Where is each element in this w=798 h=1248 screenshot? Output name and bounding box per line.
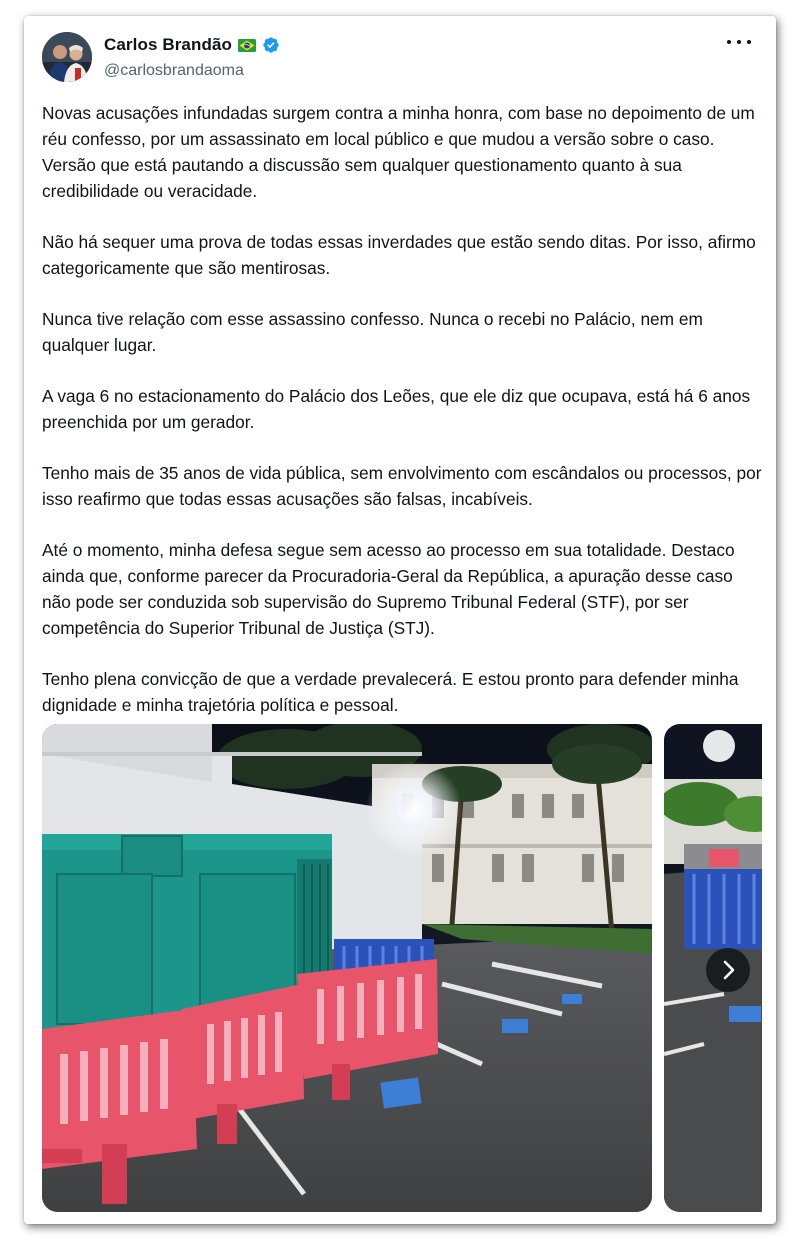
tweet-text xyxy=(42,100,762,743)
brazil-flag-icon xyxy=(238,39,256,52)
avatar-image xyxy=(42,32,92,82)
tweet-paragraph: Tenho mais de 35 anos de vida pública, sem envolvimento com escândalos ou processos, por isso reafirmo que todas essas acusações são falsas, incabíveis. xyxy=(42,463,762,509)
tweet-paragraph: Tenho plena convicção de que a verdade prevalecerá. E estou pronto para defender minha dignidade e minha trajetória política e pessoal. xyxy=(42,669,739,715)
tweet-paragraph: A vaga 6 no estacionamento do Palácio dos Leões, que ele diz que ocupava, está há 6 anos preenchida por um gerador. xyxy=(42,386,751,432)
author-name-row xyxy=(104,35,280,55)
more-options-icon[interactable] xyxy=(726,34,752,48)
chevron-right-icon xyxy=(706,948,750,992)
media-photo-1[interactable] xyxy=(42,724,652,1212)
verified-badge-icon xyxy=(262,36,280,54)
next-media-button[interactable] xyxy=(706,948,750,992)
display-name[interactable]: Carlos Brandão xyxy=(104,35,232,54)
author-handle[interactable]: @carlosbrandaoma xyxy=(104,62,244,79)
tweet-paragraph: Não há sequer uma prova de todas essas inverdades que estão sendo ditas. Por isso, afirmo categoricamente que são mentirosas. xyxy=(42,232,756,278)
tweet-paragraph: Até o momento, minha defesa segue sem acesso ao processo em sua totalidade. Destaco ainda que, conforme parecer da Procuradoria-Geral da República, a apuração desse caso não pode ser conduzida sob supervisão do Supremo Tribunal Federal (STF), por ser competência do Superior Tribunal de Justiça (STJ). xyxy=(42,540,735,638)
avatar[interactable] xyxy=(42,32,92,82)
media-carousel xyxy=(42,724,762,1212)
tweet-paragraph: Nunca tive relação com esse assassino confesso. Nunca o recebi no Palácio, nem em qualquer lugar. xyxy=(42,309,703,355)
parking-generator-photo xyxy=(42,724,652,1212)
tweet-paragraph: Novas acusações infundadas surgem contra a minha honra, com base no depoimento de um réu confesso, por um assassinato em local público e que mudou a versão sobre o caso. Versão que está pautando a discussão sem qualquer questionamento quanto à sua credibilidade ou veracidade. xyxy=(42,103,755,201)
tweet-card xyxy=(24,16,776,1224)
